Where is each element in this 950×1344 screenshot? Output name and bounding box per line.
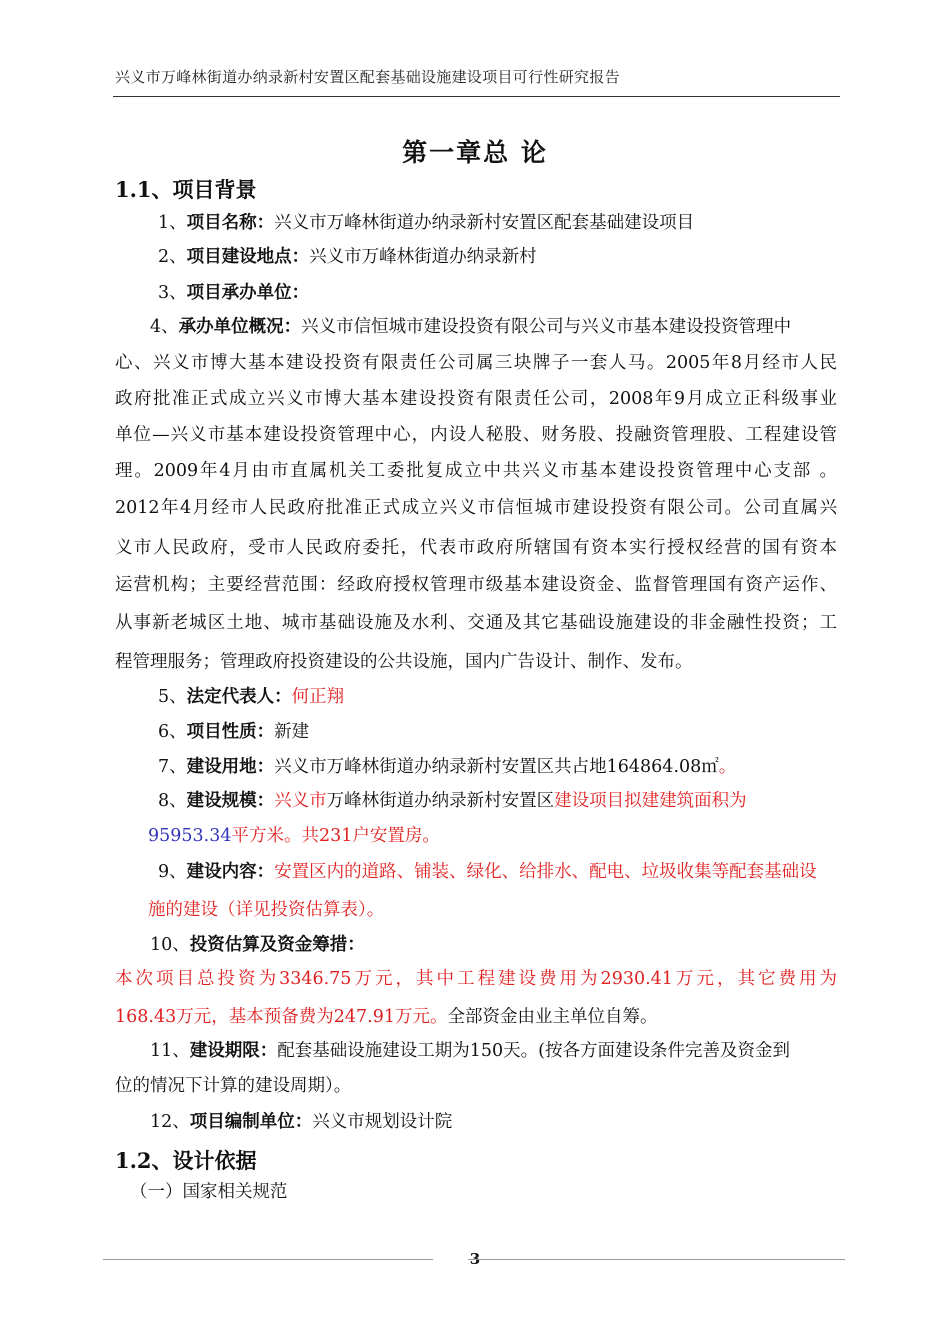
item-construction-land: 7、建设用地：兴义市万峰林街道办纳录新村安置区共占地164864.08㎡。 <box>158 757 737 777</box>
item-legal-representative: 5、法定代表人：何正翔 <box>158 687 345 707</box>
running-header: 兴义市万峰林街道办纳录新村安置区配套基础设施建设项目可行性研究报告 <box>115 68 620 86</box>
paragraph-line: 2012年4月经市人民政府批准正式成立兴义市信恒城市建设投资有限公司。公司直属兴 <box>115 498 837 518</box>
paragraph-line: 程管理服务；管理政府投资建设的公共设施，国内广告设计、制作、发布。 <box>115 652 693 672</box>
item-construction-scale: 8、建设规模：兴义市万峰林街道办纳录新村安置区建设项目拟建建筑面积为 <box>158 791 747 811</box>
item-unit-overview-first-line: 4、承办单位概况：兴义市信恒城市建设投资有限公司与兴义市基本建设投资管理中 <box>150 317 792 337</box>
footer-divider-right <box>468 1259 845 1260</box>
header-divider <box>113 96 840 97</box>
item-construction-content-cont: 施的建设（详见投资估算表）。 <box>148 900 385 920</box>
investment-line-2: 168.43万元，基本预备费为247.91万元。全部资金由业主单位自筹。 <box>115 1007 658 1027</box>
paragraph-line: 政府批准正式成立兴义市博大基本建设投资有限责任公司，2008年9月成立正科级事业 <box>115 389 837 409</box>
item-construction-period: 11、建设期限：配套基础设施建设工期为150天。(按各方面建设条件完善及资金到 <box>150 1041 791 1061</box>
section-heading-1-2: 1.2、设计依据 <box>115 1148 257 1173</box>
item-construction-period-cont: 位的情况下计算的建设周期）。 <box>115 1076 352 1096</box>
item-construction-content: 9、建设内容：安置区内的道路、铺装、绿化、给排水、配电、垃圾收集等配套基础设 <box>158 862 817 882</box>
item-project-location: 2、项目建设地点：兴义市万峰林街道办纳录新村 <box>158 247 537 267</box>
paragraph-line: 义市人民政府，受市人民政府委托，代表市政府所辖国有资本实行授权经营的国有资本 <box>115 538 837 558</box>
item-compiling-unit: 12、项目编制单位：兴义市规划设计院 <box>150 1112 453 1132</box>
item-project-nature: 6、项目性质：新建 <box>158 722 310 742</box>
paragraph-line: 从事新老城区土地、城市基础设施及水利、交通及其它基础设施建设的非金融性投资；工 <box>115 613 837 633</box>
investment-line-1: 本次项目总投资为3346.75万元，其中工程建设费用为2930.41万元，其它费用为 <box>115 969 837 989</box>
paragraph-line: 理。2009年4月由市直属机关工委批复成立中共兴义市基本建设投资管理中心支部 。 <box>115 461 837 481</box>
subsection-national-codes: （一）国家相关规范 <box>130 1182 288 1202</box>
item-construction-scale-cont: 95953.34平方米。共231户安置房。 <box>148 826 440 846</box>
paragraph-line: 心、兴义市博大基本建设投资有限责任公司属三块牌子一套人马。2005年8月经市人民 <box>115 353 837 373</box>
item-project-name: 1、项目名称：兴义市万峰林街道办纳录新村安置区配套基础建设项目 <box>158 213 695 233</box>
item-investment-estimate: 10、投资估算及资金筹措： <box>150 935 365 955</box>
section-heading-1-1: 1.1、项目背景 <box>115 177 257 202</box>
paragraph-line: 单位—兴义市基本建设投资管理中心，内设人秘股、财务股、投融资管理股、工程建设管 <box>115 425 837 445</box>
page-number: 3 <box>469 1250 481 1268</box>
paragraph-line: 运营机构；主要经营范围：经政府授权管理市级基本建设资金、监督管理国有资产运作、 <box>115 575 837 595</box>
item-undertaking-unit: 3、项目承办单位： <box>158 283 310 303</box>
chapter-title: 第一章总 论 <box>402 138 548 167</box>
